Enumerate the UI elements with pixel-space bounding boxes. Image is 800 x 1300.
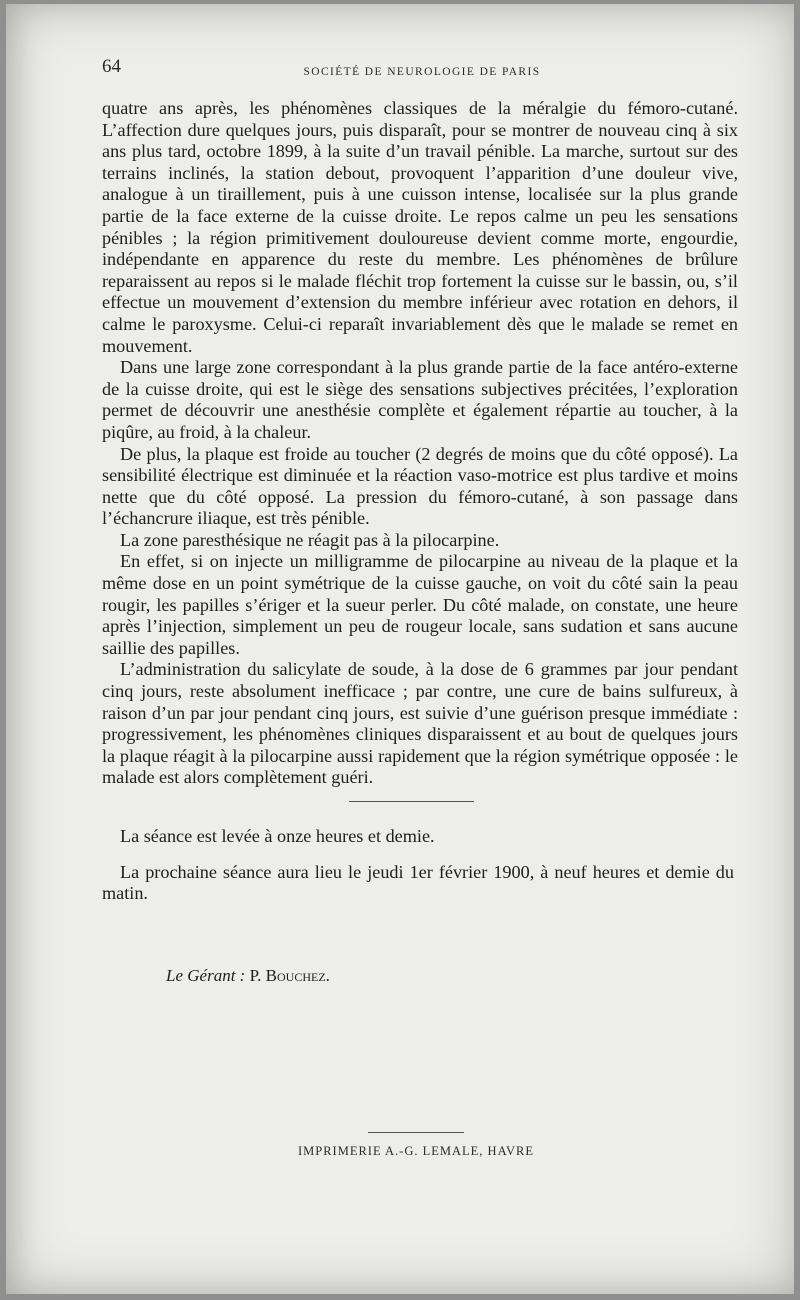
adjournment-note: La séance est levée à onze heures et demie. bbox=[120, 826, 435, 846]
signature-name: P. Bouchez. bbox=[249, 966, 330, 985]
running-head: SOCIÉTÉ DE NEUROLOGIE DE PARIS bbox=[303, 66, 541, 78]
section-divider bbox=[349, 801, 474, 802]
paragraph: De plus, la plaque est froide au toucher (2 degrés de moins que du côté opposé). La sensibilité électrique est diminuée et la réaction vaso-motrice est plus tardive et moins nette que du côté opposé. La pression du fémoro-cutané, à son passage dans l’échancrure iliaque, est très pénible. bbox=[102, 443, 738, 529]
document-page bbox=[6, 4, 794, 1294]
paragraph: En effet, si on injecte un milligramme de pilocarpine au niveau de la plaque et la même dose en un point symétrique de la cuisse gauche, on voit du côté sain la peau rougir, les papilles s’ériger et la sueur perler. Du côté malade, on constate, une heure après l’injection, simplement un peu de rougeur locale, sans sudation et sans aucune saillie des papilles. bbox=[102, 551, 738, 658]
signature-role: Le Gérant : bbox=[166, 966, 246, 985]
printer-imprint: IMPRIMERIE A.-G. LEMALE, HAVRE bbox=[297, 1144, 535, 1158]
page-number: 64 bbox=[102, 56, 121, 77]
signature bbox=[166, 966, 330, 986]
page-header bbox=[102, 56, 742, 82]
paragraph: quatre ans après, les phénomènes classiques de la méralgie du fémoro-cutané. L’affection dure quelques jours, puis disparaît, pour se montrer de nouveau cinq à six ans plus tard, octobre 1899, à la suite d’un travail pénible. La marche, surtout sur des terrains inclinés, la station debout, provoquent l’apparition d’une douleur vive, analogue à un tiraillement, puis à une cuisson intense, localisée sur la plus grande partie de la face externe de la cuisse droite. Le repos calme un peu les sensations pénibles ; la région primitivement douloureuse devient comme morte, engourdie, indépendante en apparence du reste du membre. Les phénomènes de brûlure reparaissent au repos si le malade fléchit trop fortement la cuisse sur le bassin, ou, s’il effectue un mouvement d’extension du membre inférieur avec rotation en dehors, il calme le paroxysme. Celui-ci reparaît invariablement dès que le malade se remet en mouvement. bbox=[102, 98, 738, 356]
next-session-note: La prochaine séance aura lieu le jeudi 1er février 1900, à neuf heures et demie du matin. bbox=[102, 861, 734, 904]
paragraph: L’administration du salicylate de soude, à la dose de 6 grammes par jour pendant cinq jours, reste absolument inefficace ; par contre, une cure de bains sulfureux, à raison d’un par jour pendant cinq jours, est suivie d’une guérison presque immédiate : progressivement, les phénomènes cliniques disparaissent et au bout de quelques jours la plaque réagit à la pilocarpine aussi rapidement que la région symétrique opposée : le malade est alors complètement guéri. bbox=[102, 659, 738, 788]
closing-notes bbox=[102, 826, 734, 919]
paragraph: La zone paresthésique ne réagit pas à la pilocarpine. bbox=[120, 529, 500, 550]
body-text bbox=[102, 98, 738, 789]
paragraph: Dans une large zone correspondant à la plus grande partie de la face antéro-externe de la cuisse droite, qui est le siège des sensations subjectives précitées, l’exploration permet de découvrir une anesthésie complète et également répartie au toucher, à la piqûre, au froid, à la chaleur. bbox=[102, 357, 738, 442]
imprint-divider bbox=[368, 1132, 464, 1133]
